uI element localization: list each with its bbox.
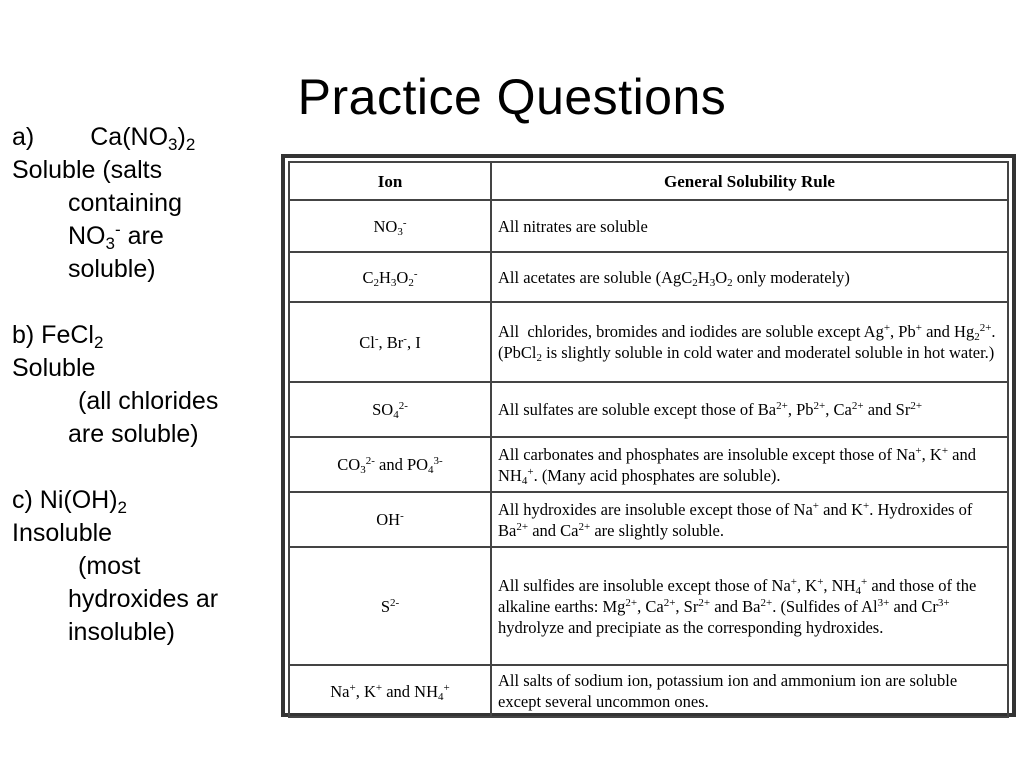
answers-panel (12, 121, 277, 649)
table-row (289, 665, 1008, 717)
answer-a-sub2: 2 (185, 135, 196, 154)
answer-a-reason-1: containing (68, 189, 182, 217)
answer-a-reason-2 (12, 220, 277, 253)
solubility-table-frame (281, 154, 1016, 717)
header-rule: General Solubility Rule (491, 162, 1008, 200)
rule-cell: All nitrates are soluble (491, 200, 1008, 252)
answer-c-result: Insoluble (12, 519, 113, 547)
answer-a-reason-2-sup: - (114, 220, 121, 239)
answer-c-reason-3: insoluble) (68, 618, 176, 646)
answer-a-reason-3: soluble) (68, 255, 156, 283)
answer-b-compound (12, 319, 277, 352)
answer-c-reason-1: (most (78, 552, 141, 580)
table-row (289, 252, 1008, 302)
answer-a-label: a) (12, 123, 35, 151)
table-header-row (289, 162, 1008, 200)
ion-cell: OH- (289, 492, 491, 547)
answer-c-compound (12, 484, 277, 517)
answer-c-reason-2: hydroxides ar (68, 585, 219, 613)
answer-a-reason-2-sub: 3 (105, 234, 115, 253)
answer-a-sub1: 3 (168, 135, 178, 154)
rule-cell: All acetates are soluble ($AgC_2H_3O_2$ only moderately) (491, 252, 1008, 302)
answer-b-result: Soluble (12, 354, 96, 382)
table-row (289, 492, 1008, 547)
ion-cell: $SO_4^{2-}$ (289, 382, 491, 437)
solubility-rules-table (288, 161, 1009, 718)
answer-a-result: Soluble (salts (12, 156, 163, 184)
answer-b-formula: b) FeCl (12, 321, 94, 349)
ion-cell: $CO_3^{2-}$ and $PO_4^{3-}$ (289, 437, 491, 492)
answer-b-sub: 2 (93, 333, 104, 352)
answer-b-reason-1: (all chlorides (78, 387, 219, 415)
ion-cell: Na+, K+ and $NH_4^+$ (289, 665, 491, 717)
table-row (289, 437, 1008, 492)
rule-cell: All sulfides are insoluble except those of Na+, K+, $NH_4^+$ and those of the alkaline earths: $Mg^{2+}$, $Ca^{2+}$, $Sr^{2+}$ and $Ba^{2+}$. (Sulfides of $Al^{3+}$ and $Cr^{3+}$ hydrolyze and precipiate as the corresponding hydroxides. (491, 547, 1008, 665)
ion-cell: $C_2H_3O_2^-$ (289, 252, 491, 302)
answer-c-sub: 2 (117, 498, 127, 517)
answer-a-reason-2-post: are (120, 222, 164, 250)
ion-cell: Cl-, Br-, I (289, 302, 491, 382)
rule-cell: All sulfates are soluble except those of $Ba^{2+}$, $Pb^{2+}$, $Ca^{2+}$ and $Sr^{2+}$ (491, 382, 1008, 437)
answer-a-compound (12, 121, 277, 154)
rule-cell: All hydroxides are insoluble except those of Na+ and K+. Hydroxides of $Ba^{2+}$ and $Ca^{2+}$ are slightly soluble. (491, 492, 1008, 547)
answer-c-formula: c) Ni(OH) (12, 486, 118, 514)
answer-a-reason-2-pre: NO (68, 222, 106, 250)
table-row (289, 382, 1008, 437)
ion-cell: $NO_3^-$ (289, 200, 491, 252)
rule-cell: All salts of sodium ion, potassium ion and ammonium ion are soluble except several uncommon ones. (491, 665, 1008, 717)
header-ion: Ion (289, 162, 491, 200)
table-row (289, 547, 1008, 665)
table-row (289, 200, 1008, 252)
rule-cell: All chlorides, bromides and iodides are soluble except Ag+, Pb+ and $Hg_2^{2+}$. (PbCl$_2$ is slightly soluble in cold water and moderatel soluble in hot water.) (491, 302, 1008, 382)
table-row (289, 302, 1008, 382)
answer-a-formula: Ca(NO (90, 123, 169, 151)
answer-b-reason-2: are soluble) (68, 420, 199, 448)
answer-a-paren: ) (177, 123, 186, 151)
slide-title: Practice Questions (297, 69, 727, 125)
rule-cell: All carbonates and phosphates are insoluble except those of Na+, K+ and $NH_4^+$. (Many acid phosphates are soluble). (491, 437, 1008, 492)
ion-cell: $S^{2-}$ (289, 547, 491, 665)
